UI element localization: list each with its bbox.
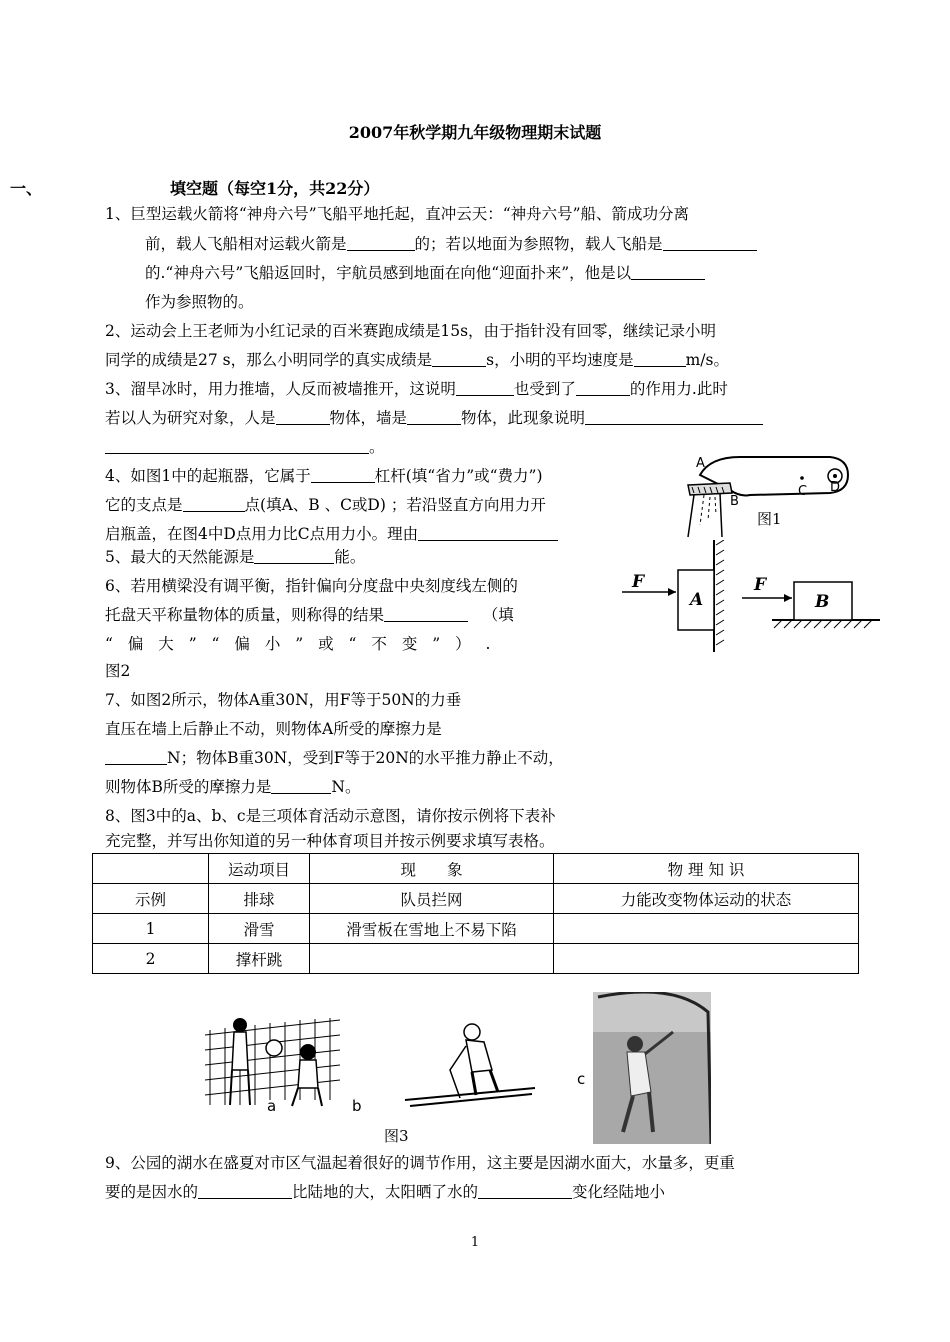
q2-line1: 2、运动会上王老师为小红记录的百米赛跑成绩是15s，由于指针没有回零，继续记录小明 bbox=[105, 322, 717, 340]
q4-blank2[interactable] bbox=[183, 495, 245, 512]
figure-1-caption: 图1 bbox=[757, 510, 782, 528]
q3-line3: 。 bbox=[105, 436, 385, 458]
table-header-cell: 运动项目 bbox=[209, 854, 310, 884]
figure-3b-label: b bbox=[352, 1097, 362, 1115]
fig2-force-label-1: F bbox=[632, 572, 645, 592]
figure-2-force-diagram bbox=[612, 540, 882, 655]
q9-blank2[interactable] bbox=[478, 1182, 572, 1199]
q7-line4: 则物体B所受的摩擦力是 N。 bbox=[105, 778, 361, 796]
table-row bbox=[93, 944, 859, 974]
fig1-label-d: D bbox=[830, 480, 841, 495]
q1-blank2[interactable] bbox=[663, 234, 757, 251]
q1-line2: 前，载人飞船相对运载火箭是 的；若以地面为参照物，载人飞船是 bbox=[145, 233, 757, 255]
table-row bbox=[93, 884, 859, 914]
q6-line3: “ 偏 大 ” “ 偏 小 ” 或 “ 不 变 ” ） . bbox=[105, 635, 491, 653]
q2-blank2[interactable] bbox=[634, 350, 686, 367]
q2-line2: 同学的成绩是27 s，那么小明同学的真实成绩是 s，小明的平均速度是 m/s。 bbox=[105, 351, 729, 369]
q3-blank4[interactable] bbox=[407, 408, 461, 425]
q1-blank3[interactable] bbox=[631, 263, 705, 280]
q4-blank1[interactable] bbox=[311, 466, 375, 483]
q7-blank1[interactable] bbox=[105, 748, 167, 765]
q7-line3: N；物体B重30N，受到F等于20N的水平推力静止不动， bbox=[105, 747, 564, 769]
q4-line3: 启瓶盖，在图4中D点用力比C点用力小。理由 bbox=[105, 523, 558, 545]
fig1-label-a: A bbox=[696, 456, 705, 471]
q7-line2: 直压在墙上后静止不动，则物体A所受的摩擦力是 bbox=[105, 720, 442, 738]
table-header-cell bbox=[93, 854, 209, 884]
figure-3-caption: 图3 bbox=[384, 1127, 409, 1145]
table-cell: 滑雪板在雪地上不易下陷 bbox=[310, 914, 554, 944]
q3-line1: 3、溜旱冰时，用力推墙，人反而被墙推开，这说明 也受到了 的作用力.此时 bbox=[105, 380, 728, 398]
table-cell: 示例 bbox=[93, 884, 209, 914]
fig1-label-b: B bbox=[730, 494, 739, 509]
q3-blank6[interactable] bbox=[105, 437, 369, 454]
table-cell: 撑杆跳 bbox=[209, 944, 310, 974]
page-title: 2007年秋学期九年级物理期末试题 bbox=[348, 123, 602, 142]
table-cell: 2 bbox=[93, 944, 209, 974]
q3-blank3[interactable] bbox=[276, 408, 330, 425]
q7-blank2[interactable] bbox=[271, 777, 331, 794]
q3-blank5[interactable] bbox=[585, 408, 763, 425]
table-row bbox=[93, 914, 859, 944]
figure-3a-volleyball bbox=[200, 1010, 350, 1110]
q6-line1: 6、若用横梁没有调平衡，指针偏向分度盘中央刻度线左侧的 bbox=[105, 577, 518, 595]
q3-blank2[interactable] bbox=[576, 379, 630, 396]
table-cell: 队员拦网 bbox=[310, 884, 554, 914]
table-cell-input[interactable] bbox=[554, 914, 859, 944]
table-cell-input[interactable] bbox=[310, 944, 554, 974]
q4-line1: 4、如图1中的起瓶器，它属于 杠杆(填“省力”或“费力”) bbox=[105, 467, 543, 485]
fig2-block-b-label: B bbox=[815, 592, 830, 612]
q8-line2: 充完整，并写出你知道的另一种体育项目并按示例要求填写表格。 bbox=[105, 832, 555, 850]
fig2-force-label-2: F bbox=[754, 575, 767, 595]
figure-3b-skier bbox=[400, 1020, 540, 1110]
table-cell: 力能改变物体运动的状态 bbox=[554, 884, 859, 914]
q5-blank[interactable] bbox=[254, 547, 334, 564]
q1-blank1[interactable] bbox=[347, 234, 415, 251]
q8-line1: 8、图3中的a、b、c是三项体育活动示意图，请你按示例将下表补 bbox=[105, 807, 556, 825]
figure-1-bottle-opener bbox=[680, 445, 860, 545]
q9-blank1[interactable] bbox=[198, 1182, 292, 1199]
table-cell: 滑雪 bbox=[209, 914, 310, 944]
q6-line4: 图2 bbox=[105, 662, 131, 680]
q3-line2: 若以人为研究对象，人是 物体，墙是 物体，此现象说明 bbox=[105, 407, 763, 429]
figure-3c-pole-vault-photo bbox=[593, 992, 711, 1144]
page-number: 1 bbox=[470, 1235, 480, 1250]
q4-blank3[interactable] bbox=[418, 524, 558, 541]
table-cell: 1 bbox=[93, 914, 209, 944]
q9-line2: 要的是因水的 比陆地的大，太阳晒了水的 变化经陆地小 bbox=[105, 1183, 666, 1201]
table-header-cell: 物 理 知 识 bbox=[554, 854, 859, 884]
fig1-label-c: C bbox=[798, 484, 808, 499]
q9-line1: 9、公园的湖水在盛夏对市区气温起着很好的调节作用，这主要是因湖水面大，水量多，更重 bbox=[105, 1154, 735, 1172]
table-header-row bbox=[93, 854, 859, 884]
table-cell-input[interactable] bbox=[554, 944, 859, 974]
q1-line3: 的.“神舟六号”飞船返回时，宇航员感到地面在向他“迎面扑来”，他是以 bbox=[145, 262, 705, 284]
q4-line2: 它的支点是 点(填A、B 、C或D) ；若沿竖直方向用力开 bbox=[105, 496, 546, 514]
q3-blank1[interactable] bbox=[456, 379, 514, 396]
q1-line1: 1、巨型运载火箭将“神舟六号”飞船平地托起，直冲云天：“神舟六号”船、箭成功分离 bbox=[105, 205, 690, 223]
table-header-cell: 现 象 bbox=[310, 854, 554, 884]
table-cell: 排球 bbox=[209, 884, 310, 914]
fig2-block-a-label: A bbox=[690, 590, 704, 610]
q5-line: 5、最大的天然能源是 能。 bbox=[105, 548, 366, 566]
q7-line1: 7、如图2所示，物体A重30N，用F等于50N的力垂 bbox=[105, 691, 462, 709]
section-title: 填空题（每空1分，共22分） bbox=[170, 179, 380, 198]
figure-3c-label: c bbox=[577, 1070, 586, 1088]
q2-blank1[interactable] bbox=[432, 350, 486, 367]
q6-line2: 托盘天平称量物体的质量，则称得的结果 （填 bbox=[105, 606, 514, 624]
q1-line4: 作为参照物的。 bbox=[145, 293, 254, 311]
q6-blank[interactable] bbox=[384, 605, 468, 622]
figure-3a-label: a bbox=[267, 1097, 277, 1115]
sports-table bbox=[92, 853, 859, 974]
section-number: 一、 bbox=[10, 179, 43, 198]
